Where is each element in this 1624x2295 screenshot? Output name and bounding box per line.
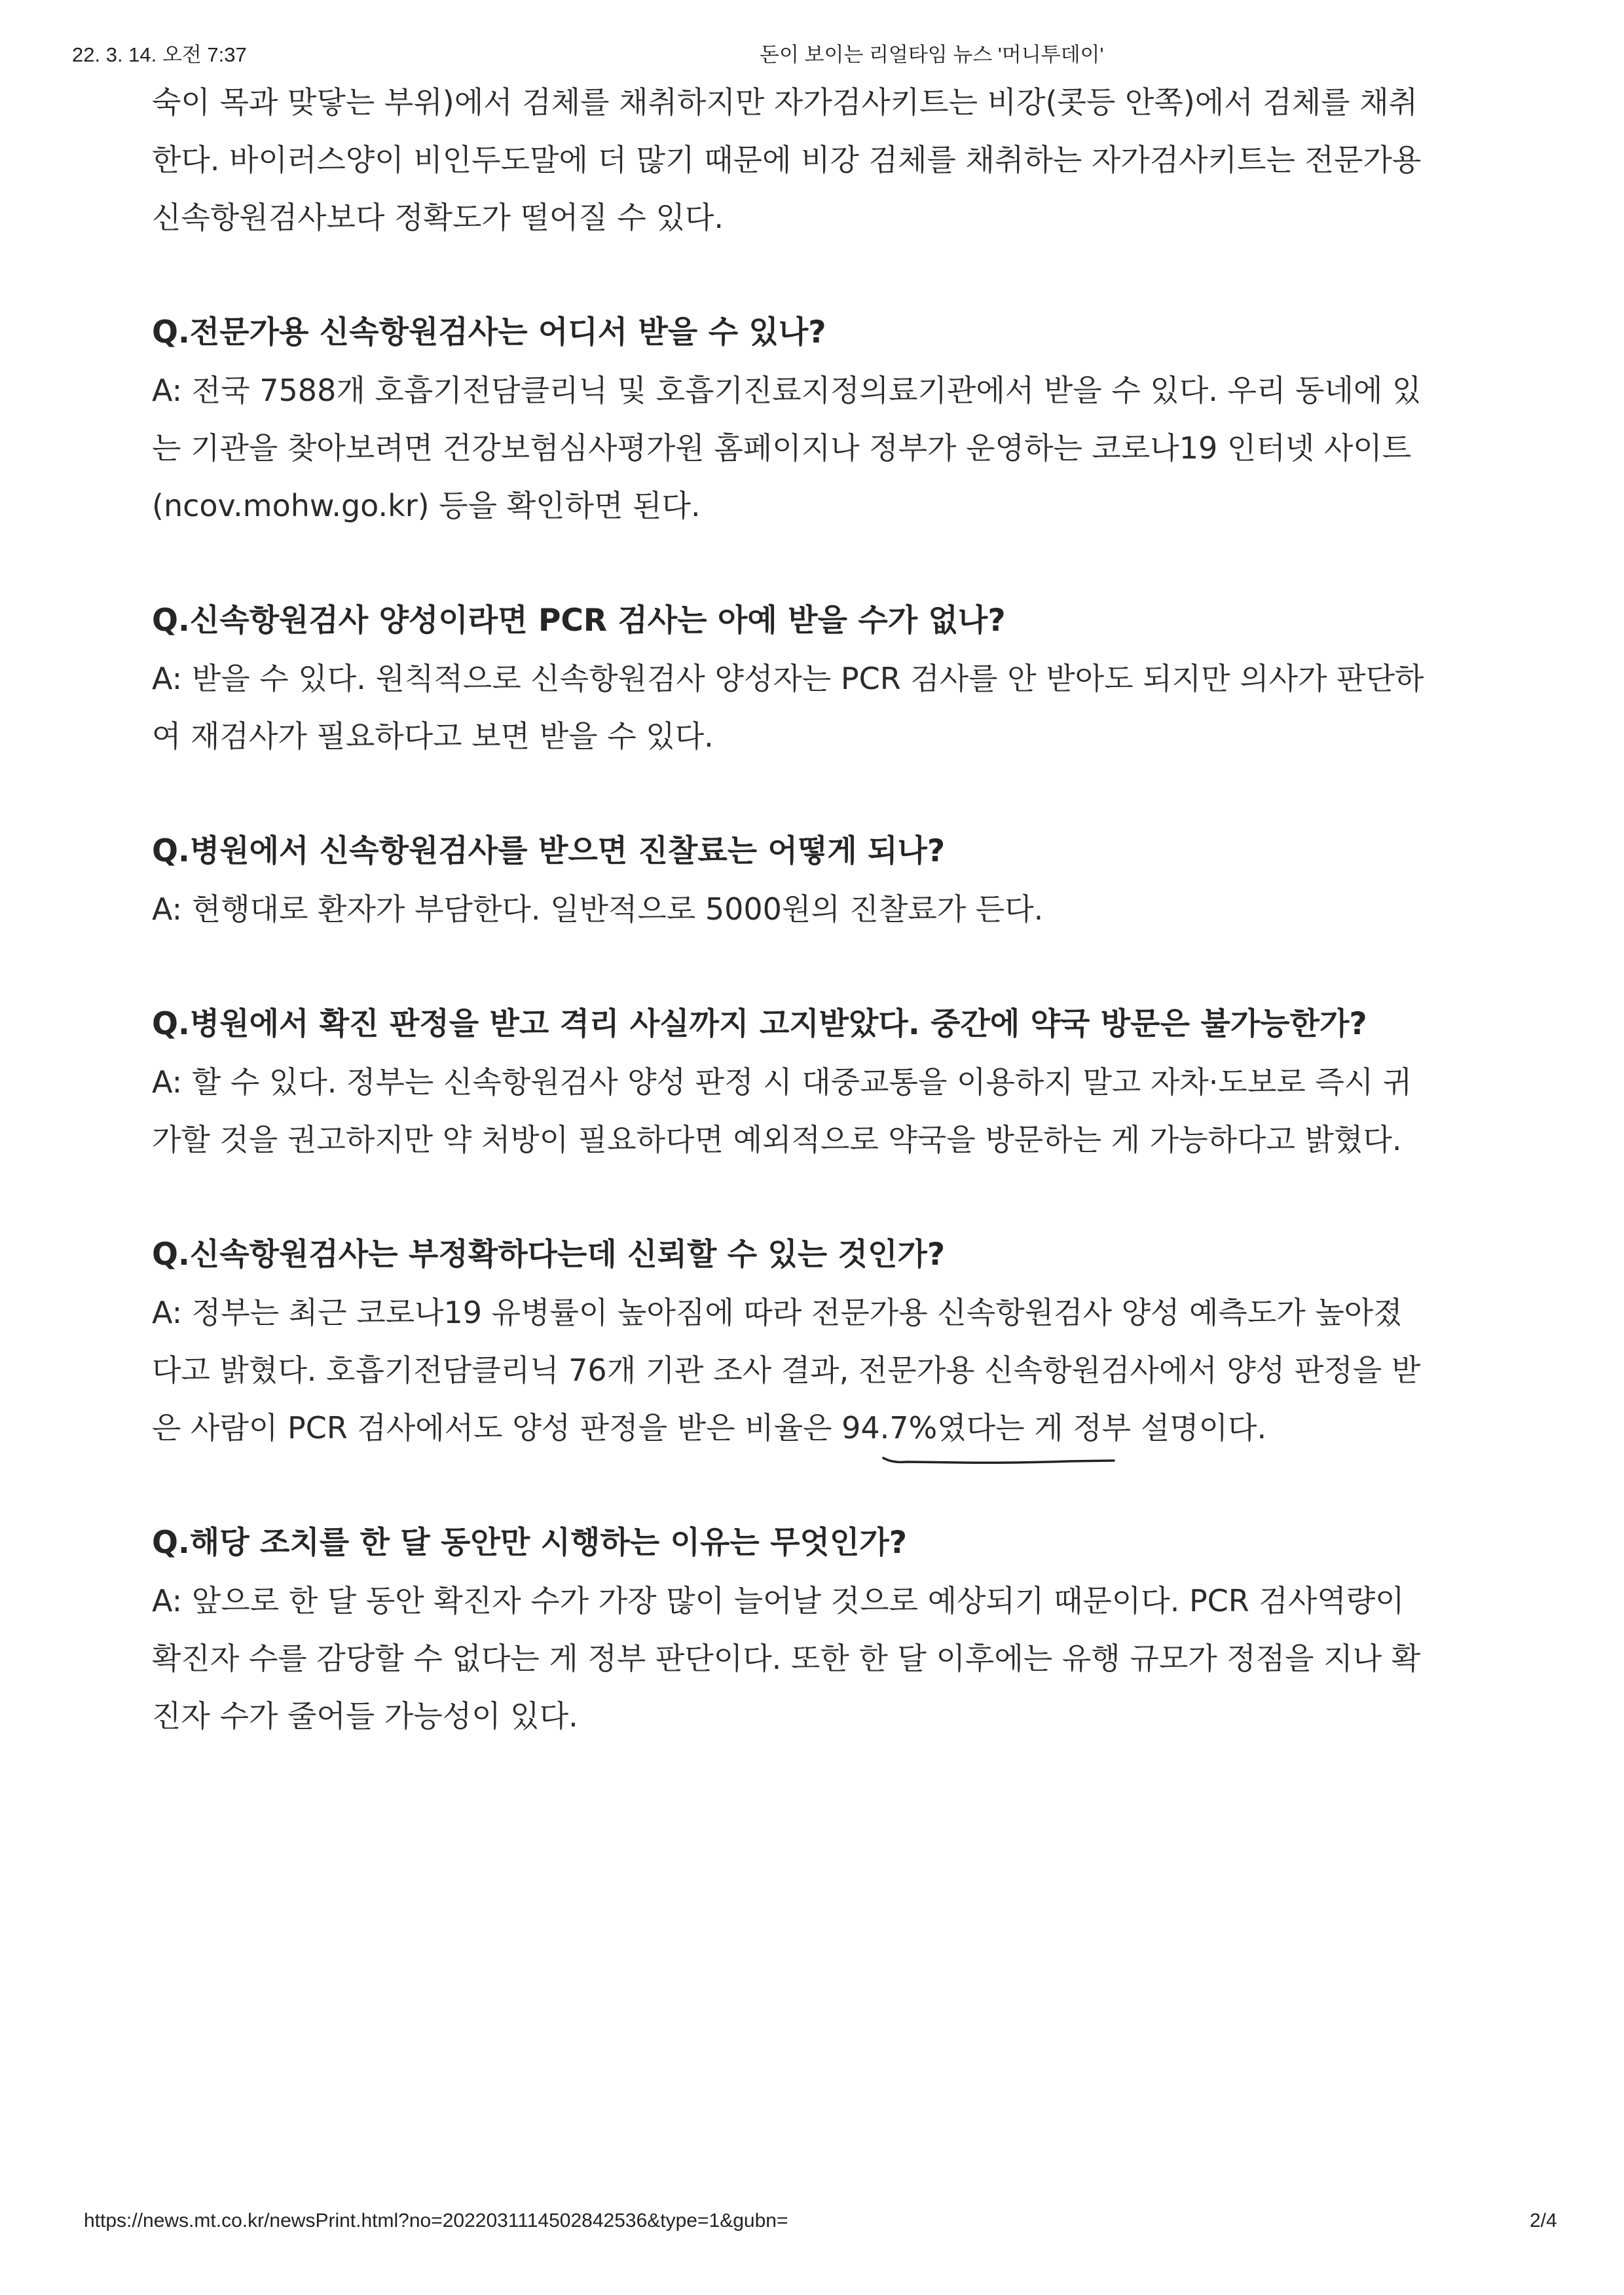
print-header xyxy=(0,38,1624,67)
qa-item xyxy=(152,823,1541,938)
answer-paragraph: A: 현행대로 환자가 부담한다. 일반적으로 5000원의 진찰료가 든다. xyxy=(152,891,1044,927)
question-heading: Q.병원에서 신속항원검사를 받으면 진찰료는 어떻게 되나? xyxy=(152,833,946,869)
question-heading: Q.병원에서 확진 판정을 받고 격리 사실까지 고지받았다. 중간에 약국 방문은 불가능한가? xyxy=(152,1006,1367,1042)
print-date: 22. 3. 14. 오전 7:37 xyxy=(72,43,247,66)
answer-paragraph: A: 받을 수 있다. 원칙적으로 신속항원검사 양성자는 PCR 검사를 안 받아도 되지만 의사가 판단하 여 재검사가 필요하다고 보면 받을 수 있다. xyxy=(152,661,1424,754)
article-body xyxy=(152,73,1541,1745)
question-heading: Q.신속항원검사 양성이라면 PCR 검사는 아예 받을 수가 없나? xyxy=(152,603,1006,639)
qa-item xyxy=(152,1514,1541,1745)
answer-paragraph: A: 정부는 최근 코로나19 유병률이 높아짐에 따라 전문가용 신속항원검사 양성 예측도가 높아졌 다고 밝혔다. 호흡기전담클리닉 76개 기관 조사 결과, 전문가용 신속항원검사에서 양성 판정을 받 은 사람이 PCR 검사에서도 양성 판정을 받은 비율은 94.7%였다는 게 정부 설명이다. xyxy=(152,1295,1421,1446)
page-number: 2/4 xyxy=(1530,2210,1557,2231)
question-heading: Q.신속항원검사는 부정확하다는데 신뢰할 수 있는 것인가? xyxy=(152,1237,946,1273)
intro-paragraph: 숙이 목과 맞닿는 부위)에서 검체를 채취하지만 자가검사키트는 비강(콧등 안쪽)에서 검체를 채취 한다. 바이러스양이 비인두도말에 더 많기 때문에 비강 검체를 채취하는 자가검사키트는 전문가용 신속항원검사보다 정확도가 떨어질 수 있다. xyxy=(152,84,1422,235)
qa-item xyxy=(152,1226,1541,1457)
handwritten-underline xyxy=(881,1453,1116,1466)
qa-item xyxy=(152,304,1541,534)
qa-item xyxy=(152,996,1541,1168)
print-url: https://news.mt.co.kr/newsPrint.html?no=2022031114502842536&type=1&gubn= xyxy=(84,2210,788,2231)
print-footer xyxy=(0,2210,1624,2236)
answer-paragraph: A: 할 수 있다. 정부는 신속항원검사 양성 판정 시 대중교통을 이용하지 말고 자차·도보로 즉시 귀 가할 것을 권고하지만 약 처방이 필요하다면 예외적으로 약국을 방문하는 게 가능하다고 밝혔다. xyxy=(152,1064,1412,1157)
answer-paragraph: A: 전국 7588개 호흡기전담클리닉 및 호흡기진료지정의료기관에서 받을 수 있다. 우리 동네에 있 는 기관을 찾아보려면 건강보험심사평가원 홈페이지나 정부가 운영하는 코로나19 인터넷 사이트 (ncov.mohw.go.kr) 등을 확인하면 된다. xyxy=(152,373,1422,523)
qa-item xyxy=(152,592,1541,765)
question-heading: Q.전문가용 신속항원검사는 어디서 받을 수 있나? xyxy=(152,314,826,350)
answer-paragraph: A: 앞으로 한 달 동안 확진자 수가 가장 많이 늘어날 것으로 예상되기 때문이다. PCR 검사역량이 확진자 수를 감당할 수 없다는 게 정부 판단이다. 또한 한 달 이후에는 유행 규모가 정점을 지나 확 진자 수가 줄어들 가능성이 있다. xyxy=(152,1583,1421,1734)
question-heading: Q.해당 조치를 한 달 동안만 시행하는 이유는 무엇인가? xyxy=(152,1525,908,1561)
print-page-title: 돈이 보이는 리얼타임 뉴스 '머니투데이' xyxy=(760,43,1104,66)
